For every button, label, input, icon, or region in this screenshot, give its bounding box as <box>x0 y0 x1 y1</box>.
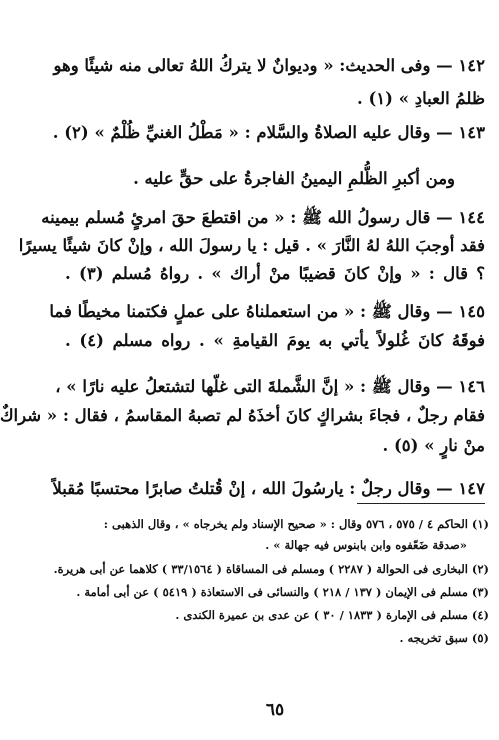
footnote-3: (٣) مسلم فى الإيمان ( ١٣٧ / ٢١٨ ) والنسائى فى الاستعاذة ( ٥٤١٩ ) عن أبى أمامة . <box>76 585 489 599</box>
footnote-divider <box>357 503 485 504</box>
hadith-144-line-1: ١٤٤ — قال رسولُ الله ﷺ : « من اقتطعَ حقَ امرئٍ مُسلم بيمينه <box>41 208 485 227</box>
footnote-5: (٥) سبق تخريجه . <box>399 631 489 645</box>
hadith-144-line-3: ؟ قال : « وإنْ كانَ قضيبًا منْ أراك » . رواهُ مُسلم (٣) . <box>65 264 486 283</box>
hadith-146-line-1: ١٤٦ — وقال ﷺ : « إنَّ الشَّملةَ التى غلّها لتشتعلُ عليه نارًا » ، <box>55 377 485 396</box>
hadith-142-line-2: ظلمُ العبادِ » (١) . <box>356 89 485 108</box>
footnote-1-continuation: «صدقة ضَعّفوه وابن بابنوس فيه جهالة » . <box>265 538 467 552</box>
hadith-143-line-1: ١٤٣ — وقال عليه الصلاةُ والسَّلام : « مَطْلُ الغنيِّ ظُلْمٌ » (٢) . <box>52 123 485 142</box>
hadith-145-line-1: ١٤٥ — وقال ﷺ : « من استعملناهُ على عملٍ فكتمنا مخيطًا فما <box>49 302 485 321</box>
hadith-147-line-1: ١٤٧ — وقال رجلٌ : يارسُولَ الله ، إنْ قُتلتُ صابرًا محتسبًا مُقبلاً <box>52 479 485 498</box>
page-number: ٦٥ <box>265 700 285 720</box>
hadith-142-line-1: ١٤٢ — وفى الحديث: « وديوانٌ لا يتركُ اللهُ تعالى منه شيئًا وهو <box>53 56 485 75</box>
hadith-146-line-2: فقام رجلٌ ، فجاءَ بشراكٍ كانَ أخذَهُ لم تصبهُ المقاسمُ ، فقال : « شراكٌ <box>0 406 485 425</box>
hadith-146-line-3: منْ نارٍ » (٥) . <box>382 436 485 455</box>
commentary-line: ومن أكبرِ الظُّلمِ اليمينُ الفاجرةُ على حقٍّ عليه . <box>133 169 455 188</box>
hadith-145-line-2: فوقَهُ كانَ غُلولاً يأتي به يومَ القيامةِ » . رواه مسلم (٤) . <box>65 331 485 350</box>
hadith-144-line-2: فقد أوجبَ اللهُ لهُ النَّارَ » . قيل : يا رسولَ الله ، وإنْ كانَ شيئًا يسيرًا <box>18 236 485 255</box>
footnote-2: (٢) البخارى فى الحوالة ( ٢٢٨٧ ) ومسلم فى المساقاة ( ٣٣/١٥٦٤ ) كلاهما عن أبى هريرة. <box>53 562 489 576</box>
footnote-1: (١) الحاكم ٤ / ٥٧٥ ، ٥٧٦ وقال : « صحيح الإسناد ولم يخرجاه » ، وقال الذهبى : <box>103 517 489 531</box>
footnote-4: (٤) مسلم فى الإمارة ( ١٨٣٣ / ٣٠ ) عن عدى بن عميرة الكندى . <box>175 608 489 622</box>
